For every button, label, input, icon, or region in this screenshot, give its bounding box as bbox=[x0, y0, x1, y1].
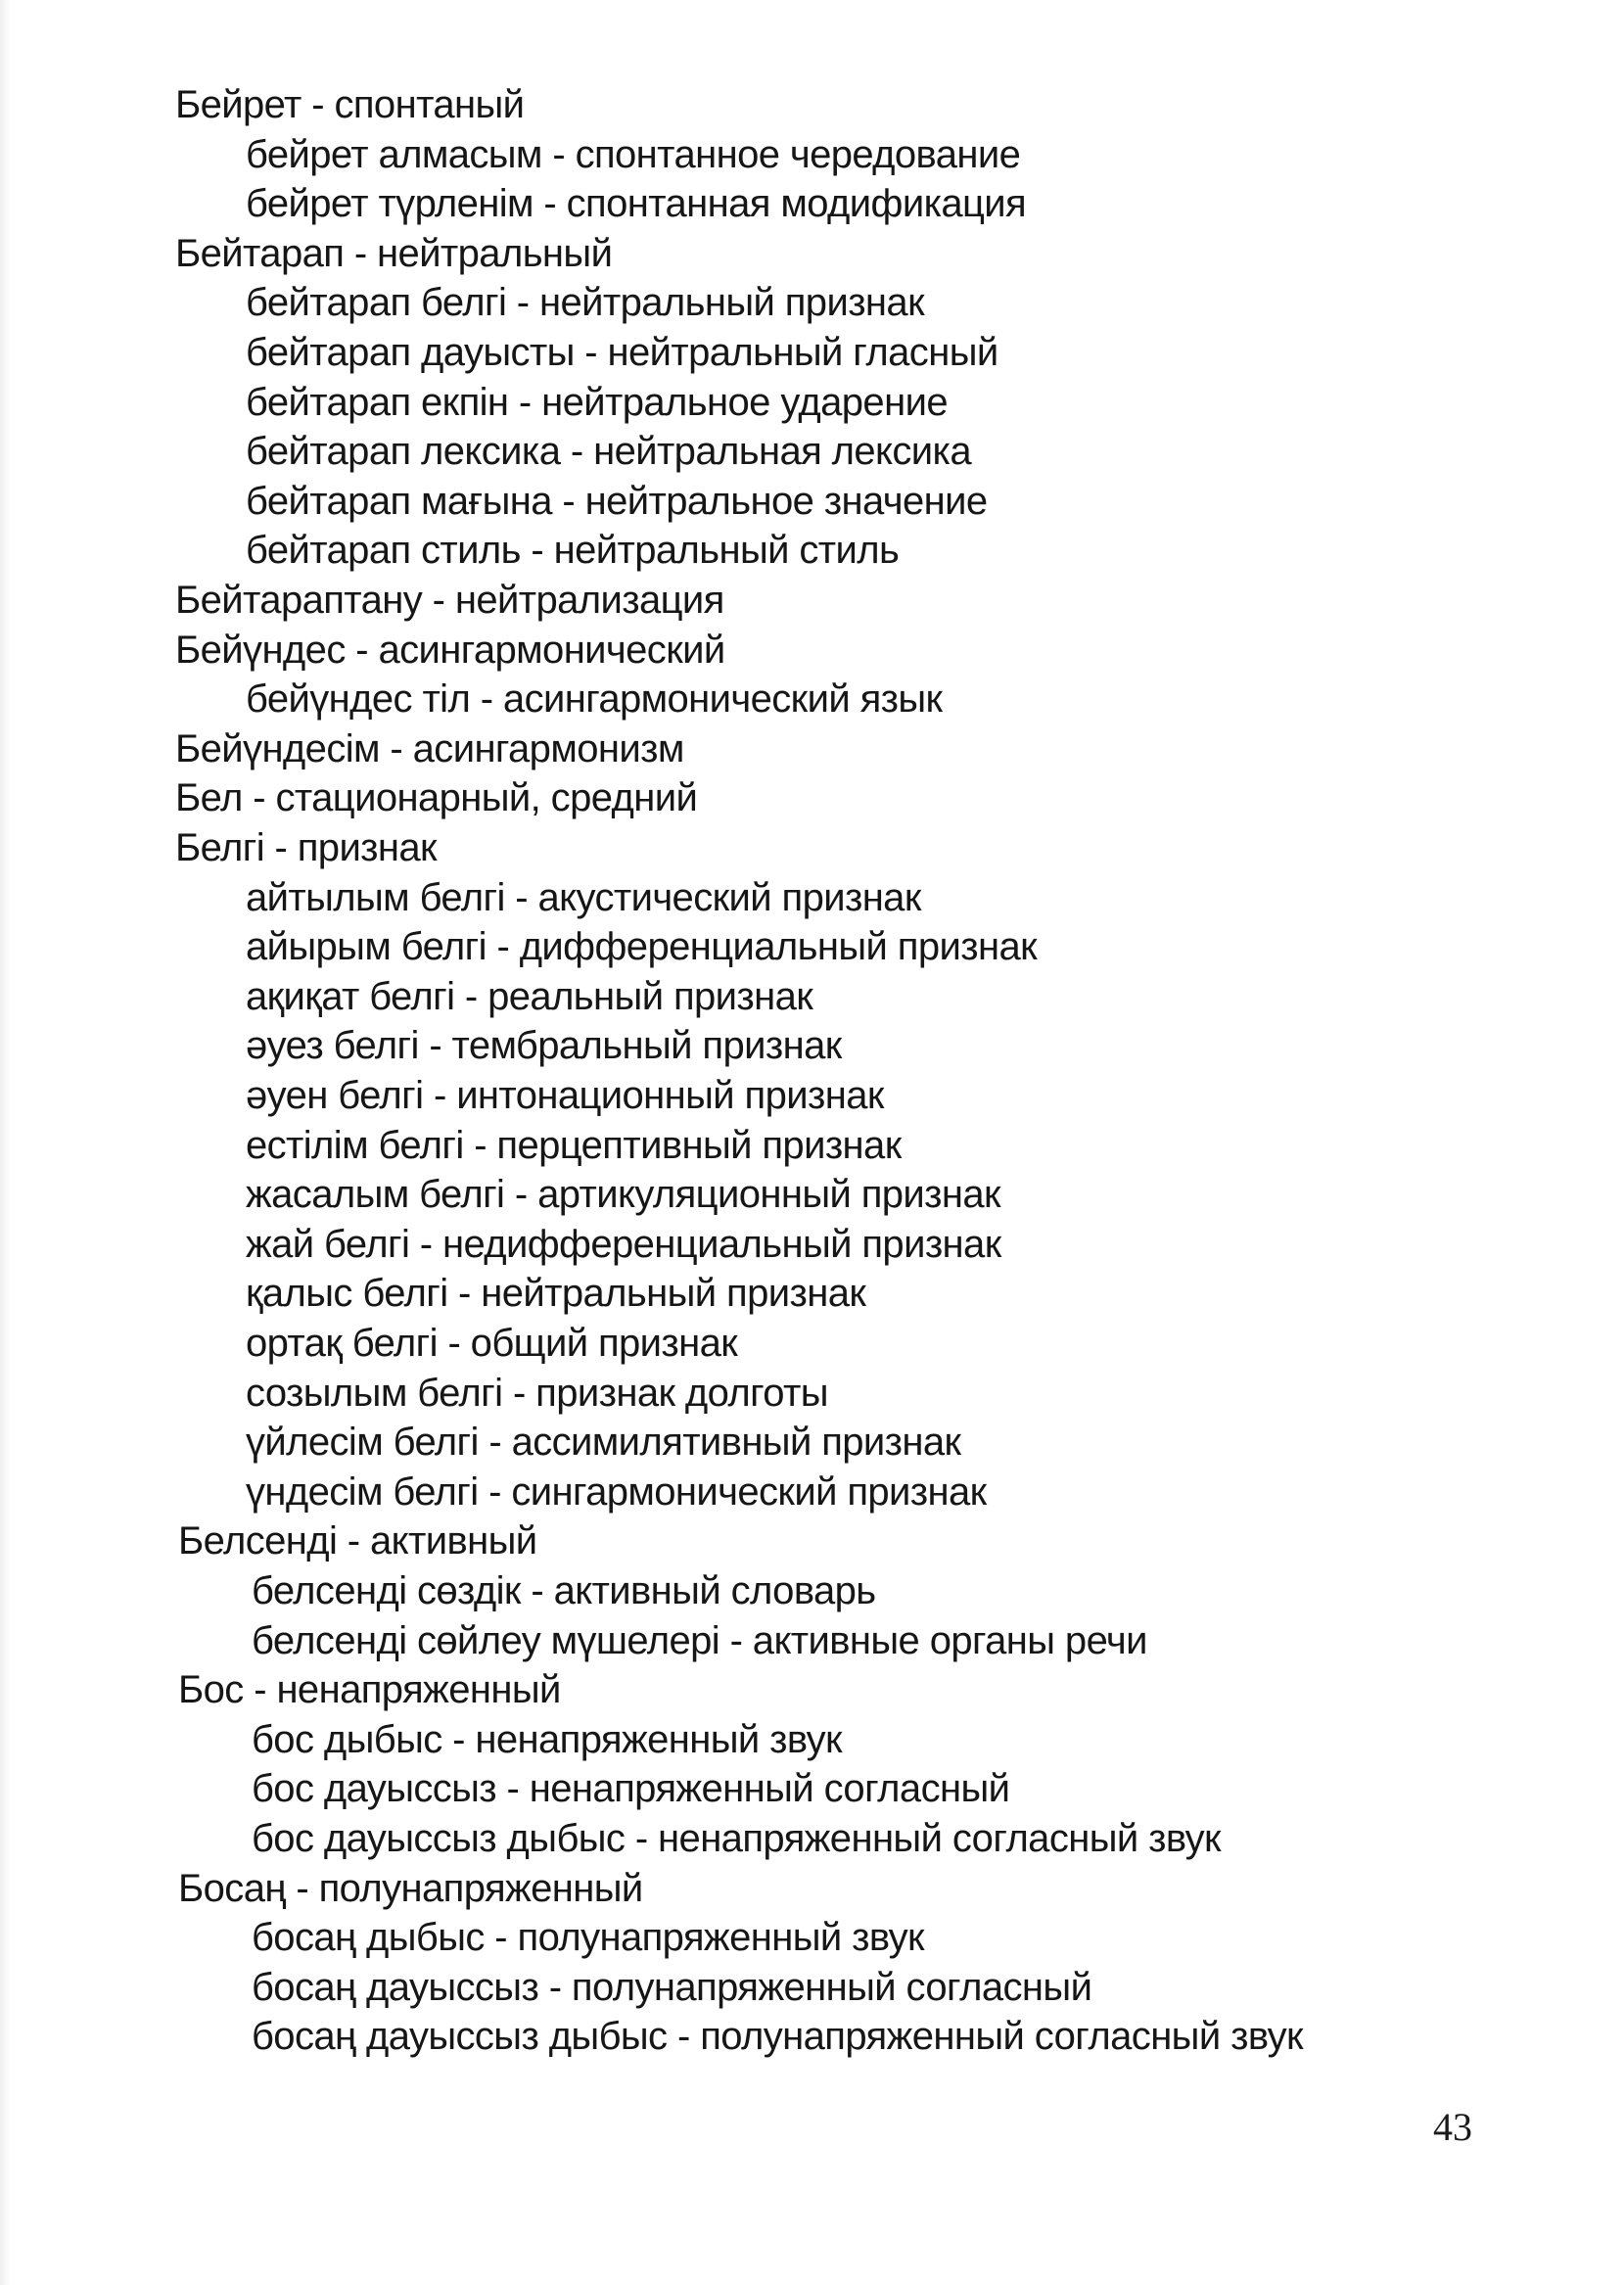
subentry: бейрет түрленім - спонтанная модификация bbox=[246, 182, 1027, 226]
subentry: үндесім белгі - сингармонический признак bbox=[246, 1469, 987, 1514]
page-number: 43 bbox=[1433, 2105, 1472, 2149]
subentry: естілім белгі - перцептивный признак bbox=[246, 1123, 902, 1167]
subentry: бейтарап белгі - нейтральный признак bbox=[246, 281, 924, 325]
headword-entry: Белсенді - активный bbox=[178, 1519, 537, 1563]
subentry: ортақ белгі - общий признак bbox=[246, 1322, 738, 1365]
subentry: бейтарап стиль - нейтральный стиль bbox=[246, 529, 900, 573]
headword-entry: Бейтараптану - нейтрализация bbox=[175, 579, 724, 622]
headword-entry: Бейрет - спонтаный bbox=[175, 83, 525, 126]
subentry: босаң дауыссыз дыбыс - полунапряженный согласный звук bbox=[252, 2015, 1303, 2059]
subentry: айтылым белгі - акустический признак bbox=[246, 875, 921, 919]
subentry: әуен белгі - интонационный признак bbox=[246, 1074, 884, 1117]
subentry: жай белгі - недифференциальный признак bbox=[246, 1222, 1001, 1266]
subentry: әуез белгі - тембральный признак bbox=[246, 1024, 842, 1068]
subentry: бос дауыссыз дыбыс - ненапряженный согласный звук bbox=[252, 1817, 1221, 1860]
headword-entry: Белгі - признак bbox=[175, 826, 437, 869]
subentry: бейтарап екпін - нейтральное ударение bbox=[246, 380, 948, 424]
subentry: бейтарап дауысты - нейтральный гласный bbox=[246, 331, 998, 374]
headword-entry: Бейүндес - асингармонический bbox=[175, 628, 725, 672]
subentry: ақиқат белгі - реальный признак bbox=[246, 974, 813, 1018]
subentry: айырым белгі - дифференциальный признак bbox=[246, 925, 1038, 969]
subentry: бейүндес тіл - асингармонический язык bbox=[246, 677, 943, 722]
subentry: босаң дыбыс - полунапряженный звук bbox=[252, 1916, 924, 1960]
subentry: бос дыбыс - ненапряженный звук bbox=[252, 1717, 842, 1761]
subentry: белсенді сөздік - активный словарь bbox=[252, 1569, 876, 1612]
subentry: үйлесім белгі - ассимилятивный признак bbox=[246, 1421, 961, 1465]
headword-entry: Босаң - полунапряженный bbox=[178, 1866, 643, 1910]
subentry: босаң дауыссыз - полунапряженный согласный bbox=[252, 1965, 1092, 2009]
subentry: бейтарап мағына - нейтральное значение bbox=[246, 479, 988, 523]
scan-edge-shadow bbox=[0, 0, 10, 2285]
subentry: бос дауыссыз - ненапряженный согласный bbox=[252, 1767, 1010, 1811]
subentry: бейтарап лексика - нейтральная лексика bbox=[246, 430, 971, 474]
headword-entry: Бос - ненапряженный bbox=[178, 1668, 561, 1712]
headword-entry: Бейтарап - нейтральный bbox=[175, 231, 613, 275]
headword-entry: Бел - стационарный, средний bbox=[175, 776, 698, 820]
subentry: созылым белгі - признак долготы bbox=[246, 1371, 828, 1415]
subentry: белсенді сөйлеу мүшелері - активные органы речи bbox=[252, 1618, 1147, 1662]
subentry: қалыс белгі - нейтральный признак bbox=[246, 1272, 866, 1316]
subentry: бейрет алмасым - спонтанное чередование bbox=[246, 132, 1021, 176]
subentry: жасалым белгі - артикуляционный признак bbox=[246, 1173, 1000, 1217]
headword-entry: Бейүндесім - асингармонизм bbox=[175, 726, 684, 770]
